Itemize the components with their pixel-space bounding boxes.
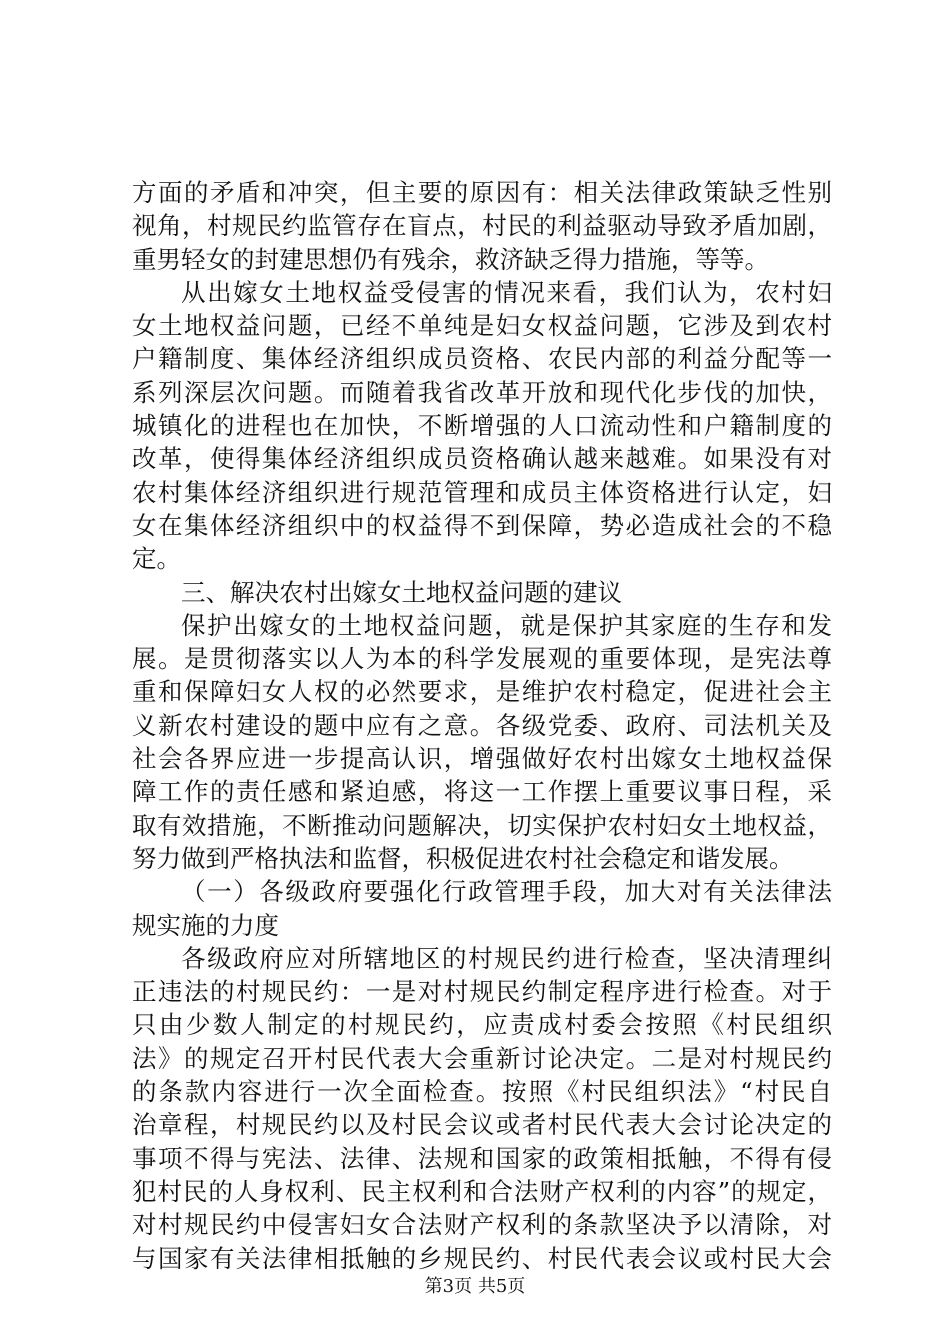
text-line: 三、解决农村出嫁女土地权益问题的建议 xyxy=(181,577,622,607)
text-line: 犯村民的人身权利、民主权利和合法财产权利的内容”的规定， xyxy=(132,1176,832,1206)
text-line: 定。 xyxy=(132,544,181,574)
text-line: 重男轻女的封建思想仍有残余，救济缺乏得力措施，等等。 xyxy=(132,244,769,274)
text-line: 农村集体经济组织进行规范管理和成员主体资格进行认定，妇 xyxy=(132,477,832,507)
text-line: 取有效措施，不断推动问题解决，切实保护农村妇女土地权益， xyxy=(132,810,832,840)
text-line: 改革，使得集体经济组织成员资格确认越来越难。如果没有对 xyxy=(132,444,832,474)
text-line: 从出嫁女土地权益受侵害的情况来看，我们认为，农村妇 xyxy=(181,277,832,307)
text-line: 各级政府应对所辖地区的村规民约进行检查，坚决清理纠 xyxy=(181,943,832,973)
text-line: 女土地权益问题，已经不单纯是妇女权益问题，它涉及到农村 xyxy=(132,311,832,341)
text-line: 方面的矛盾和冲突，但主要的原因有：相关法律政策缺乏性别 xyxy=(132,178,832,207)
text-line: 女在集体经济组织中的权益得不到保障，势必造成社会的不稳 xyxy=(132,510,832,540)
text-line: 户籍制度、集体经济组织成员资格、农民内部的利益分配等一 xyxy=(132,344,832,374)
text-line: 重和保障妇女人权的必然要求，是维护农村稳定，促进社会主 xyxy=(132,677,832,707)
document-body xyxy=(132,176,832,1275)
text-line: 事项不得与宪法、法律、法规和国家的政策相抵触，不得有侵 xyxy=(132,1143,832,1173)
text-line: 系列深层次问题。而随着我省改革开放和现代化步伐的加快， xyxy=(132,377,832,407)
text-line: 只由少数人制定的村规民约，应责成村委会按照《村民组织 xyxy=(132,1010,832,1040)
text-line: 法》的规定召开村民代表大会重新讨论决定。二是对村规民约 xyxy=(132,1043,832,1073)
text-line: （一）各级政府要强化行政管理手段，加大对有关法律法 xyxy=(181,877,832,907)
text-line: 对村规民约中侵害妇女合法财产权利的条款坚决予以清除，对 xyxy=(132,1210,832,1240)
text-line: 障工作的责任感和紧迫感，将这一工作摆上重要议事日程，采 xyxy=(132,777,832,807)
text-line: 展。是贯彻落实以人为本的科学发展观的重要体现，是宪法尊 xyxy=(132,644,832,674)
text-line: 正违法的村规民约：一是对村规民约制定程序进行检查。对于 xyxy=(132,977,832,1007)
text-line: 治章程，村规民约以及村民会议或者村民代表大会讨论决定的 xyxy=(132,1110,832,1140)
text-line: 规实施的力度 xyxy=(132,910,279,940)
text-line: 保护出嫁女的土地权益问题，就是保护其家庭的生存和发 xyxy=(181,610,832,640)
text-line: 与国家有关法律相抵触的乡规民约、村民代表会议或村民大会 xyxy=(132,1243,832,1273)
text-line: 社会各界应进一步提高认识，增强做好农村出嫁女土地权益保 xyxy=(132,744,832,774)
text-line: 的条款内容进行一次全面检查。按照《村民组织法》“村民自 xyxy=(132,1077,832,1107)
text-line: 城镇化的进程也在加快，不断增强的人口流动性和户籍制度的 xyxy=(132,411,832,441)
text-line: 视角，村规民约监管存在盲点，村民的利益驱动导致矛盾加剧， xyxy=(132,211,832,241)
text-line: 努力做到严格执法和监督，积极促进农村社会稳定和谐发展。 xyxy=(132,843,794,873)
page-number-footer: 第3页 共5页 xyxy=(424,1276,526,1297)
text-line: 义新农村建设的题中应有之意。各级党委、政府、司法机关及 xyxy=(132,710,832,740)
